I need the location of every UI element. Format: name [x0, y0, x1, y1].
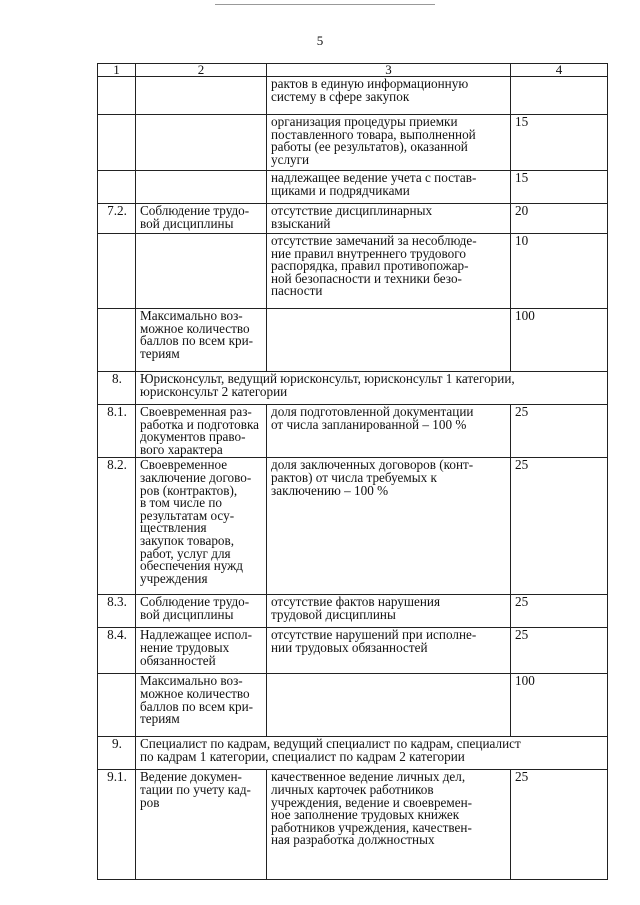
- section-title: [136, 737, 608, 770]
- criterion-line: в том числе по: [140, 495, 223, 511]
- table-row: [98, 458, 608, 595]
- row-number: [98, 674, 136, 737]
- indicator-line: личных карточек работников: [271, 781, 434, 797]
- indicator-line: отсутствие нарушений при исполне-: [271, 627, 477, 643]
- table-row: [98, 405, 608, 458]
- page-number: 5: [316, 33, 324, 48]
- points-cell: 25: [511, 628, 608, 674]
- criterion-cell: [136, 458, 267, 595]
- criterion-cell: [136, 115, 267, 171]
- points-cell: 10: [511, 234, 608, 309]
- criterion-line: Своевременная раз-: [140, 404, 252, 419]
- table-row: [98, 234, 608, 309]
- section-title-line: по кадрам 1 категории, специалист по кадрам 2 категории: [140, 748, 465, 764]
- criterion-line: можное количество: [140, 320, 250, 336]
- header-cell-2: 2: [136, 64, 267, 77]
- points-cell: 25: [511, 458, 608, 595]
- criterion-line: Соблюдение трудо-: [140, 594, 250, 610]
- criterion-line: документов право-: [140, 429, 246, 445]
- row-number: [98, 171, 136, 204]
- section-title-line: Юрисконсульт, ведущий юрисконсульт, юрисконсульт 1 категории,: [140, 371, 515, 386]
- indicator-cell: [267, 234, 511, 309]
- row-number: [98, 309, 136, 372]
- criterion-line: обязанностей: [140, 652, 216, 668]
- header-cell-1: 1: [98, 64, 136, 77]
- points-cell: 20: [511, 204, 608, 234]
- indicator-cell: [267, 674, 511, 737]
- row-number: 8.4.: [98, 628, 136, 674]
- section-title-line: юрисконсульт 2 категории: [140, 383, 288, 399]
- indicator-line: заключению – 100 %: [271, 482, 389, 498]
- indicator-cell: [267, 309, 511, 372]
- indicator-line: доля подготовленной документации: [271, 404, 474, 419]
- table-row: [98, 595, 608, 628]
- table-row: [98, 674, 608, 737]
- points-cell: 100: [511, 674, 608, 737]
- row-number: 8.: [98, 372, 136, 405]
- section-row: [98, 372, 608, 405]
- criterion-cell: [136, 77, 267, 115]
- indicator-line: пасности: [271, 283, 323, 299]
- indicator-line: отсутствие замечаний за несоблюде-: [271, 233, 477, 248]
- table-row: [98, 204, 608, 234]
- criterion-line: результатам осу-: [140, 507, 235, 523]
- indicator-line: работников учреждения, качествен-: [271, 819, 472, 835]
- criterion-line: заключение догово-: [140, 469, 252, 485]
- indicator-line: работы (ее результатов), оказанной: [271, 139, 468, 155]
- indicator-line: распорядка, правил противопожар-: [271, 258, 469, 274]
- criterion-cell: [136, 674, 267, 737]
- row-number: 9.1.: [98, 770, 136, 880]
- table-header-row: [98, 64, 608, 77]
- indicator-line: от числа запланированной – 100 %: [271, 416, 467, 432]
- criterion-line: Ведение докумен-: [140, 769, 242, 785]
- points-cell: 25: [511, 595, 608, 628]
- criterion-cell: [136, 628, 267, 674]
- criteria-table: [97, 63, 608, 880]
- criterion-cell: [136, 204, 267, 234]
- criterion-line: учреждения: [140, 570, 208, 586]
- table-row: [98, 77, 608, 115]
- indicator-line: рактов) от числа требуемых к: [271, 469, 437, 485]
- indicator-line: рактов в единую информационную: [271, 76, 469, 91]
- criterion-line: териям: [140, 711, 180, 727]
- indicator-line: организация процедуры приемки: [271, 114, 458, 129]
- criterion-line: Максимально воз-: [140, 308, 243, 323]
- row-number: 9.: [98, 737, 136, 770]
- points-cell: 15: [511, 171, 608, 204]
- criterion-line: ров: [140, 794, 160, 810]
- indicator-cell: [267, 770, 511, 880]
- indicator-line: надлежащее ведение учета с постав-: [271, 170, 477, 185]
- indicator-cell: [267, 171, 511, 204]
- indicator-cell: [267, 77, 511, 115]
- criterion-line: нение трудовых: [140, 639, 230, 655]
- indicator-line: поставленного товара, выполненной: [271, 126, 476, 142]
- indicator-line: ное заполнение трудовых книжек: [271, 807, 460, 823]
- section-title-line: Специалист по кадрам, ведущий специалист по кадрам, специалист: [140, 736, 521, 752]
- table-row: [98, 770, 608, 880]
- indicator-line: трудовой дисциплины: [271, 606, 396, 622]
- indicator-line: ной безопасности и техники безо-: [271, 270, 462, 286]
- indicator-line: щиками и подрядчиками: [271, 182, 410, 198]
- section-row: [98, 737, 608, 770]
- table-row: [98, 115, 608, 171]
- indicator-cell: [267, 405, 511, 458]
- points-cell: [511, 77, 608, 115]
- criterion-cell: [136, 770, 267, 880]
- indicator-line: отсутствие дисциплинарных: [271, 203, 433, 218]
- criterion-line: тации по учету кад-: [140, 781, 251, 797]
- row-number: 8.1.: [98, 405, 136, 458]
- criterion-line: вой дисциплины: [140, 606, 234, 622]
- indicator-line: качественное ведение личных дел,: [271, 769, 466, 785]
- criterion-cell: [136, 405, 267, 458]
- indicator-line: доля заключенных договоров (конт-: [271, 457, 474, 473]
- row-number: [98, 234, 136, 309]
- row-number: 8.2.: [98, 458, 136, 595]
- top-rule: [215, 4, 435, 5]
- indicator-line: учреждения, ведение и своевремен-: [271, 794, 473, 810]
- indicator-cell: [267, 628, 511, 674]
- indicator-line: нии трудовых обязанностей: [271, 639, 428, 655]
- indicator-line: взысканий: [271, 215, 331, 231]
- indicator-cell: [267, 458, 511, 595]
- points-cell: 25: [511, 770, 608, 880]
- criterion-line: обеспечения нужд: [140, 558, 244, 574]
- row-number: [98, 77, 136, 115]
- section-title: [136, 372, 608, 405]
- points-cell: 100: [511, 309, 608, 372]
- indicator-line: услуги: [271, 151, 310, 167]
- header-cell-4: 4: [511, 64, 608, 77]
- indicator-cell: [267, 595, 511, 628]
- indicator-cell: [267, 115, 511, 171]
- criterion-cell: [136, 234, 267, 309]
- criterion-line: Своевременное: [140, 457, 228, 473]
- criterion-line: баллов по всем кри-: [140, 333, 254, 349]
- table-row: [98, 628, 608, 674]
- indicator-cell: [267, 204, 511, 234]
- row-number: [98, 115, 136, 171]
- criterion-line: ров (контрактов),: [140, 482, 238, 498]
- table-row: [98, 171, 608, 204]
- criterion-line: Максимально воз-: [140, 673, 243, 689]
- criterion-line: вого характера: [140, 441, 223, 457]
- indicator-line: ние правил внутреннего трудового: [271, 245, 466, 261]
- indicator-line: систему в сфере закупок: [271, 88, 410, 104]
- points-cell: 15: [511, 115, 608, 171]
- criterion-cell: [136, 171, 267, 204]
- criterion-cell: [136, 309, 267, 372]
- criterion-line: Надлежащее испол-: [140, 627, 253, 643]
- table-row: [98, 309, 608, 372]
- criterion-cell: [136, 595, 267, 628]
- indicator-line: отсутствие фактов нарушения: [271, 594, 441, 610]
- criterion-line: териям: [140, 345, 180, 361]
- indicator-line: ная разработка должностных: [271, 832, 435, 848]
- criterion-line: ществления: [140, 520, 207, 536]
- points-cell: 25: [511, 405, 608, 458]
- criterion-line: вой дисциплины: [140, 215, 234, 231]
- header-cell-3: 3: [267, 64, 511, 77]
- criterion-line: баллов по всем кри-: [140, 698, 254, 714]
- criterion-line: можное количество: [140, 685, 250, 701]
- criterion-line: закупок товаров,: [140, 532, 235, 548]
- criterion-line: работ, услуг для: [140, 545, 231, 561]
- row-number: 8.3.: [98, 595, 136, 628]
- criterion-line: Соблюдение трудо-: [140, 203, 250, 218]
- row-number: 7.2.: [98, 204, 136, 234]
- criterion-line: работка и подготовка: [140, 416, 260, 432]
